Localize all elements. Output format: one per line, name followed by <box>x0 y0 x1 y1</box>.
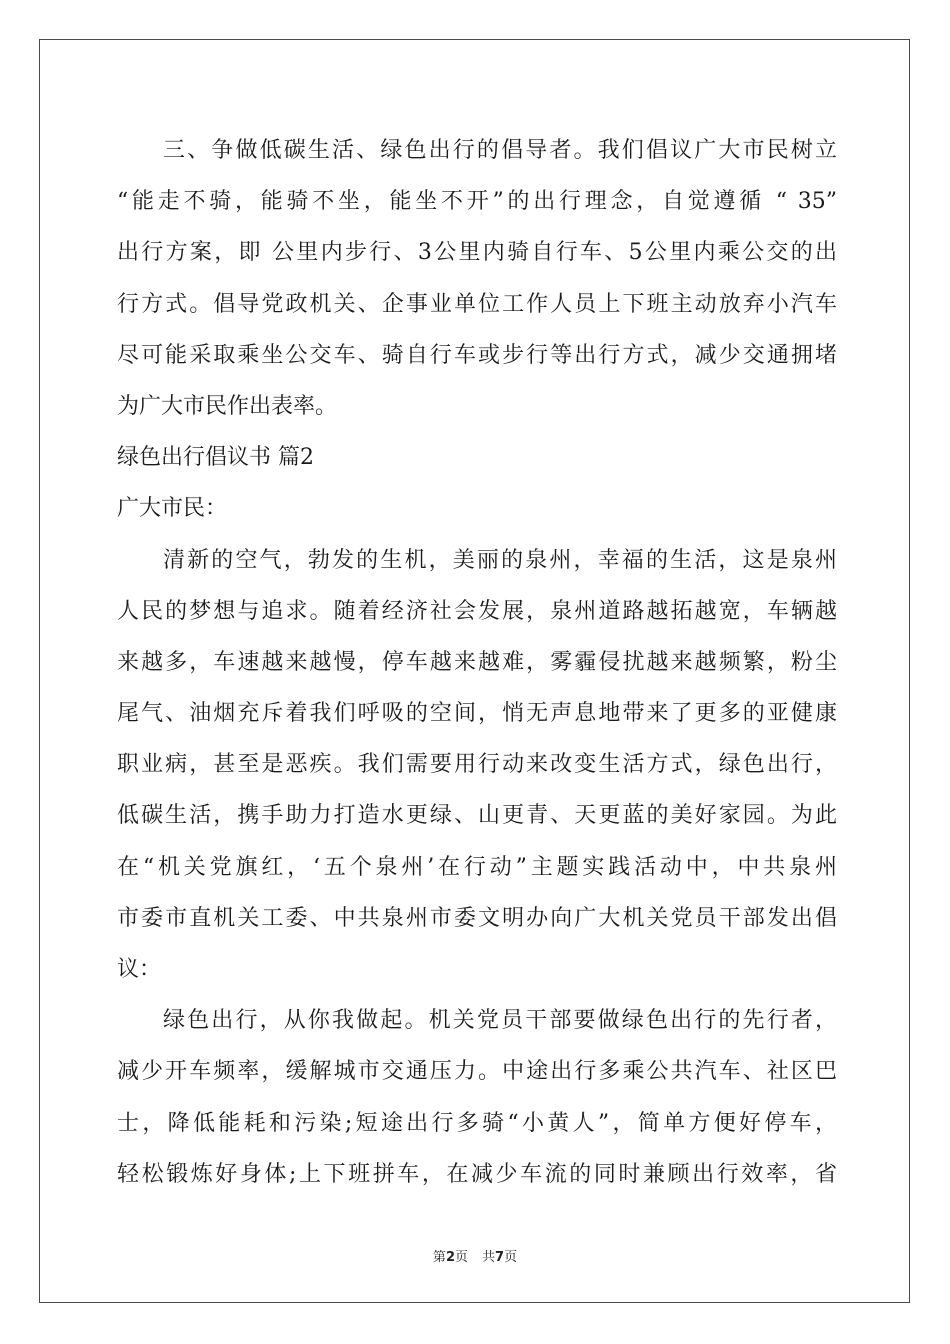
text-line: 低碳生活，携手助力打造水更绿、山更青、天更蓝的美好家园。为此 <box>117 803 837 829</box>
text-line: 轻松锻炼好身体;上下班拼车，在减少车流的同时兼顾出行效率，省 <box>117 1161 837 1187</box>
document-body <box>117 128 837 1203</box>
text-line: 绿色出行，从你我做起。机关党员干部要做绿色出行的先行者， <box>163 1008 837 1034</box>
text-line: 减少开车频率，缓解城市交通压力。中途出行多乘公共汽车、社区巴 <box>117 1059 837 1085</box>
text-line: 出行方案，即 公里内步行、3公里内骑自行车、5公里内乘公交的出 <box>117 240 837 266</box>
text-line: 职业病，甚至是恶疾。我们需要用行动来改变生活方式，绿色出行， <box>117 752 837 778</box>
text-line: 在“机关党旗红，‘五个泉州’在行动”主题实践活动中，中共泉州 <box>117 854 837 880</box>
text-line: 尾气、油烟充斥着我们呼吸的空间，悄无声息地带来了更多的亚健康 <box>117 701 837 727</box>
text-line: 广大市民： <box>117 496 228 522</box>
footer-total-suffix: 页 <box>504 1250 518 1265</box>
footer-total-pages: 7 <box>495 1250 505 1265</box>
footer-page-number: 2 <box>445 1250 455 1265</box>
text-line: 绿色出行倡议书 篇2 <box>117 445 314 471</box>
footer-page-prefix: 第 <box>432 1250 446 1265</box>
text-line: 士，降低能耗和污染;短途出行多骑“小黄人”，简单方便好停车， <box>117 1110 837 1136</box>
page-footer <box>0 1246 950 1265</box>
text-line: 行方式。倡导党政机关、企事业单位工作人员上下班主动放弃小汽车 <box>117 291 837 317</box>
footer-page-suffix: 页 <box>454 1250 468 1265</box>
text-line: 为广大市民作出表率。 <box>117 393 338 419</box>
text-line: 来越多，车速越来越慢，停车越来越难，雾霾侵扰越来越频繁，粉尘 <box>117 649 837 675</box>
text-line: 清新的空气，勃发的生机，美丽的泉州，幸福的生活，这是泉州 <box>163 547 837 573</box>
footer-total-prefix: 共 <box>482 1250 496 1265</box>
text-line: 三、争做低碳生活、绿色出行的倡导者。我们倡议广大市民树立 <box>163 138 837 163</box>
text-line: “能走不骑，能骑不坐，能坐不开”的出行理念，自觉遵循 “ 35” <box>117 189 837 215</box>
text-line: 市委市直机关工委、中共泉州市委文明办向广大机关党员干部发出倡 <box>117 905 837 931</box>
text-line: 议： <box>117 957 162 982</box>
text-line: 人民的梦想与追求。随着经济社会发展，泉州道路越拓越宽，车辆越 <box>117 598 837 624</box>
text-line: 尽可能采取乘坐公交车、骑自行车或步行等出行方式，减少交通拥堵 <box>117 342 837 368</box>
